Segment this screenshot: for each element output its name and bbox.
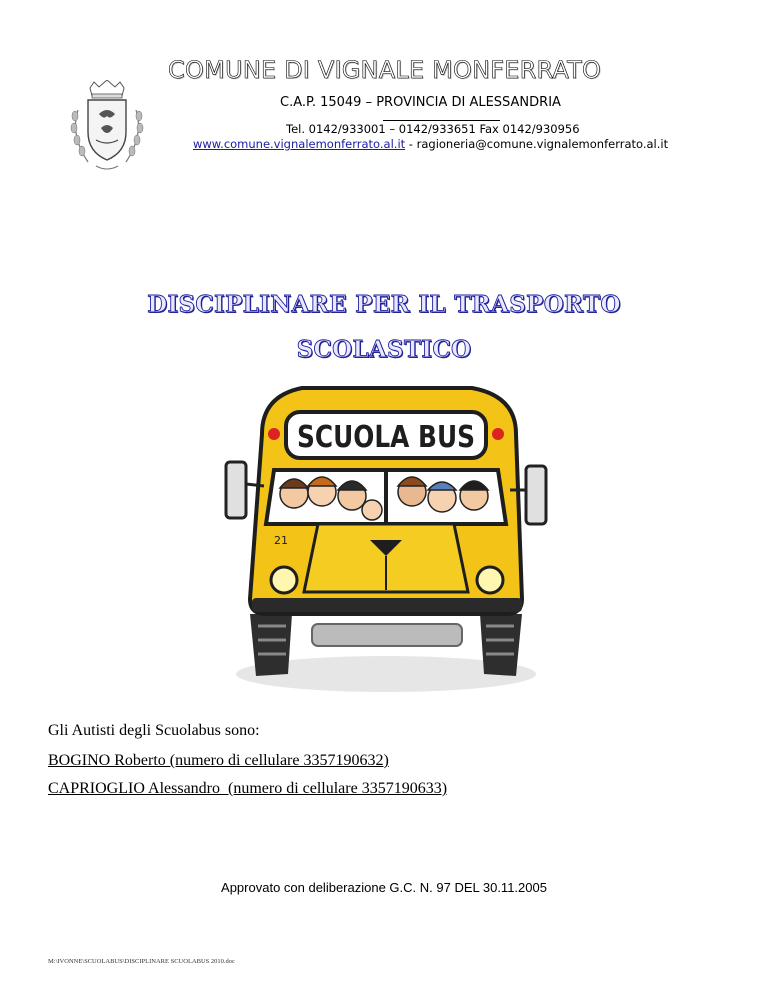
driver-entry: BOGINO Roberto (numero di cellulare 3357190632) <box>48 752 389 769</box>
document-title-line-2: SCOLASTICO <box>296 336 472 363</box>
file-path-footer: M:\IVONNE\SCUOLABUS\DISCIPLINARE SCUOLABUS 2010.doc <box>48 958 235 965</box>
bus-number: 21 <box>274 534 288 547</box>
phone-fax-line: Tel. 0142/933001 – 0142/933651 Fax 0142/930956 <box>286 122 580 136</box>
drivers-intro: Gli Autisti degli Scuolabus sono: <box>48 722 260 739</box>
email-address: ragioneria@comune.vignalemonferrato.al.it <box>416 137 669 151</box>
header-divider <box>383 120 500 121</box>
bus-sign-text: SCUOLA BUS <box>297 420 475 455</box>
contact-links <box>193 137 668 151</box>
driver-entry: CAPRIOGLIO Alessandro (numero di cellulare 3357190633) <box>48 780 448 797</box>
postal-province-line: C.A.P. 15049 – PROVINCIA DI ALESSANDRIA <box>280 95 561 110</box>
approval-note: Approvato con deliberazione G.C. N. 97 DEL 30.11.2005 <box>221 880 547 895</box>
website-link[interactable]: www.comune.vignalemonferrato.al.it <box>193 137 406 151</box>
school-bus-illustration <box>222 374 550 704</box>
contact-separator: - <box>405 137 417 151</box>
municipal-crest-icon <box>66 80 148 172</box>
document-title-line-1: DISCIPLINARE PER IL TRASPORTO <box>147 291 621 318</box>
municipality-name: COMUNE DI VIGNALE MONFERRATO <box>168 56 602 84</box>
